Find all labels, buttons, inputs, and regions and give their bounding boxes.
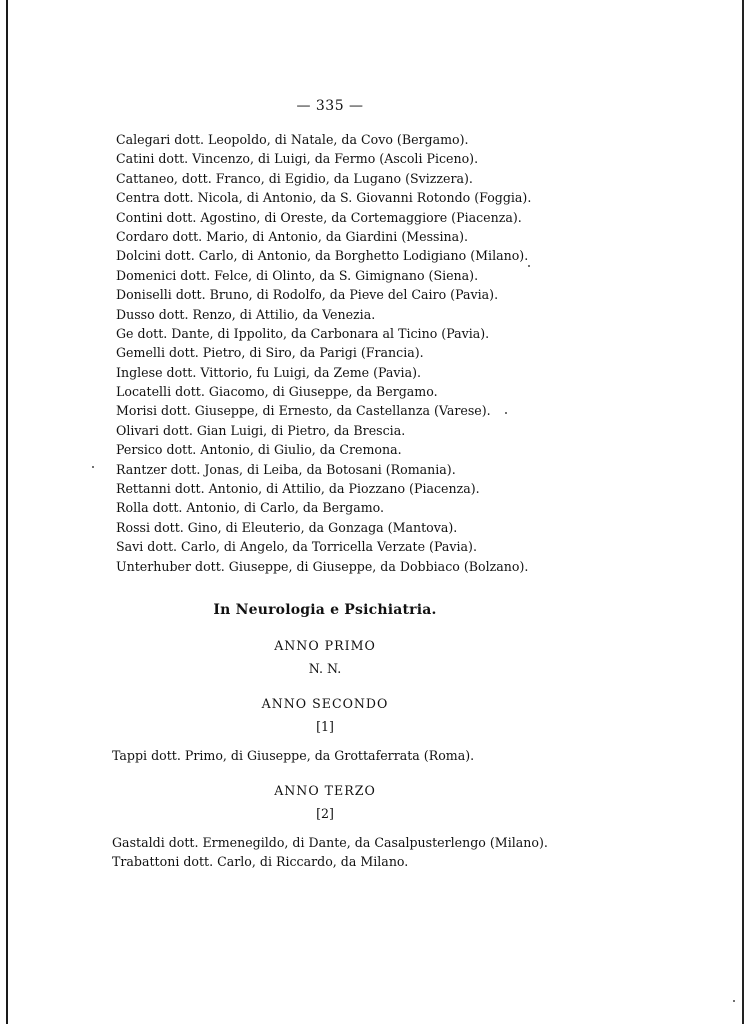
list-item: Doniselli dott. Bruno, di Rodolfo, da Pieve del Cairo (Pavia). (116, 287, 499, 303)
year-count-second: [1] (316, 719, 334, 734)
list-item: Calegari dott. Leopoldo, di Natale, da Covo (Bergamo). (116, 132, 469, 147)
scan-speck (528, 265, 530, 267)
list-item: Contini dott. Agostino, di Oreste, da Cortemaggiore (Piacenza). (116, 209, 522, 225)
year-count-first: N. N. (308, 661, 342, 676)
list-item: Dolcini dott. Carlo, di Antonio, da Borghetto Lodigiano (Milano). (116, 248, 529, 264)
list-item: Cattaneo, dott. Franco, di Egidio, da Lugano (Svizzera). (116, 170, 473, 186)
list-item: Cordaro dott. Mario, di Antonio, da Giardini (Messina). (116, 228, 469, 244)
list-item: Rettanni dott. Antonio, di Attilio, da Piozzano (Piacenza). (116, 481, 480, 497)
list-item: Gastaldi dott. Ermenegildo, di Dante, da Casalpusterlengo (Milano). (112, 835, 548, 850)
left-page-edge (6, 0, 8, 1024)
year-label-second: ANNO SECONDO (261, 696, 389, 711)
list-item: Rantzer dott. Jonas, di Leiba, da Botosani (Romania). (116, 461, 456, 477)
list-item: Savi dott. Carlo, di Angelo, da Torricella Verzate (Pavia). (116, 539, 477, 555)
scan-speck (733, 1000, 735, 1002)
list-item: Gemelli dott. Pietro, di Siro, da Parigi (Francia). (116, 345, 424, 361)
year-label-first: ANNO PRIMO (274, 638, 376, 653)
list-item: Inglese dott. Vittorio, fu Luigi, da Zeme (Pavia). (116, 364, 422, 380)
list-item: Ge dott. Dante, di Ippolito, da Carbonara al Ticino (Pavia). (116, 325, 490, 341)
list-item: Rossi dott. Gino, di Eleuterio, da Gonzaga (Mantova). (116, 519, 458, 535)
list-item: Centra dott. Nicola, di Antonio, da S. Giovanni Rotondo (Foggia). (116, 190, 532, 206)
list-item: Dusso dott. Renzo, di Attilio, da Venezia. (116, 306, 376, 322)
scan-speck (92, 466, 94, 468)
scan-speck (505, 412, 507, 414)
list-item: Persico dott. Antonio, di Giulio, da Cremona. (116, 442, 402, 458)
list-item: Olivari dott. Gian Luigi, di Pietro, da Brescia. (116, 422, 406, 438)
list-item: Morisi dott. Giuseppe, di Ernesto, da Castellanza (Varese). (116, 403, 491, 419)
list-item: Rolla dott. Antonio, di Carlo, da Bergamo. (116, 500, 385, 516)
list-item: Locatelli dott. Giacomo, di Giuseppe, da Bergamo. (116, 384, 438, 400)
list-item: Trabattoni dott. Carlo, di Riccardo, da Milano. (112, 854, 409, 869)
list-item: Tappi dott. Primo, di Giuseppe, da Grottaferrata (Roma). (112, 748, 475, 763)
right-page-edge (742, 0, 744, 1024)
list-item: Domenici dott. Felce, di Olinto, da S. Gimignano (Siena). (116, 267, 479, 283)
section-heading: In Neurologia e Psichiatria. (213, 602, 437, 618)
year-label-third: ANNO TERZO (274, 783, 376, 798)
list-item: Unterhuber dott. Giuseppe, di Giuseppe, da Dobbiaco (Bolzano). (116, 558, 529, 574)
page-number: — 335 — (296, 98, 364, 114)
year-count-third: [2] (316, 806, 334, 821)
entry-list (116, 130, 531, 576)
list-item: Catini dott. Vincenzo, di Luigi, da Fermo (Ascoli Piceno). (116, 151, 479, 167)
